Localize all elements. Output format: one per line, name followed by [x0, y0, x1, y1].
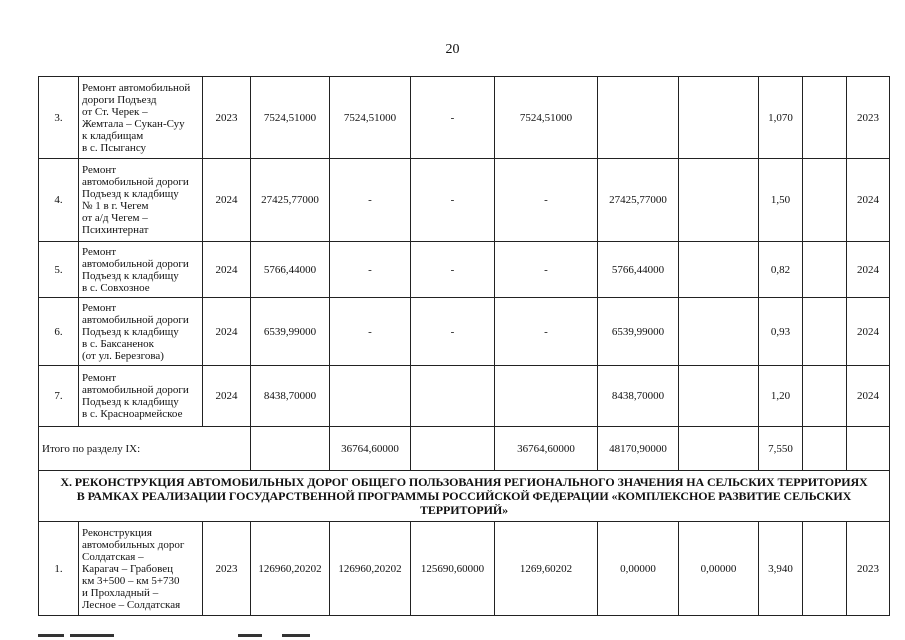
- description-line: в с. Совхозное: [82, 281, 150, 294]
- description-line: от Ст. Черек –: [82, 105, 148, 118]
- description-line: Подъезд к кладбищу: [82, 188, 179, 200]
- cell-length: 0,93: [759, 298, 803, 366]
- description-line: автомобильных дорог: [82, 538, 185, 551]
- cell-c8: [803, 159, 847, 242]
- cell-c4: 7524,51000: [495, 77, 598, 159]
- description-line: Подъезд к кладбищу: [82, 269, 179, 282]
- cell-c5: 8438,70000: [598, 366, 679, 427]
- description-line: автомобильной дороги: [82, 257, 189, 270]
- total-cell: [847, 427, 890, 471]
- description-line: Ремонт: [82, 245, 117, 258]
- cell-c6: [679, 159, 759, 242]
- section-ix-rows: [39, 77, 890, 427]
- total-length: 7,550: [759, 427, 803, 471]
- total-cell: 48170,90000: [598, 427, 679, 471]
- cell-year: 2024: [203, 159, 251, 242]
- cell-length: 1,50: [759, 159, 803, 242]
- description-line: Подъезд к кладбищу: [82, 396, 179, 408]
- description-line: и Прохладный –: [82, 586, 159, 599]
- cell-c2: 126960,20202: [330, 522, 411, 616]
- section-x-rows: [39, 522, 890, 616]
- total-cell: [679, 427, 759, 471]
- cell-length: 0,82: [759, 242, 803, 298]
- description-line: Солдатская –: [82, 550, 144, 563]
- cell-end-year: 2023: [847, 522, 890, 616]
- cell-num: 6.: [39, 298, 79, 366]
- cell-c2: 7524,51000: [330, 77, 411, 159]
- cell-year: 2023: [203, 522, 251, 616]
- total-cell: [803, 427, 847, 471]
- cell-c5: 27425,77000: [598, 159, 679, 242]
- cell-c8: [803, 77, 847, 159]
- section-x-line2: В РАМКАХ РЕАЛИЗАЦИИ ГОСУДАРСТВЕННОЙ ПРОГРАММЫ РОССИЙСКОЙ ФЕДЕРАЦИИ «КОМПЛЕКСНОЕ РАЗВИТИЕ СЕЛЬСКИХ ТЕРРИТОРИЙ»: [76, 489, 852, 517]
- work-description: [79, 298, 203, 366]
- cell-c8: [803, 366, 847, 427]
- cell-end-year: 2024: [847, 298, 890, 366]
- description-line: Подъезд к кладбищу: [82, 325, 179, 338]
- cell-c5: 5766,44000: [598, 242, 679, 298]
- table-row: [39, 522, 890, 616]
- cell-end-year: 2024: [847, 159, 890, 242]
- cell-end-year: 2023: [847, 77, 890, 159]
- cell-c4: 1269,60202: [495, 522, 598, 616]
- description-line: Ремонт автомобильной: [82, 81, 191, 94]
- work-description: [79, 522, 203, 616]
- cell-year: 2024: [203, 298, 251, 366]
- cell-c6: [679, 298, 759, 366]
- description-line: в с. Баксаненок: [82, 337, 154, 350]
- cell-c2: -: [330, 298, 411, 366]
- cell-total: 27425,77000: [251, 159, 330, 242]
- description-line: Лесное – Солдатская: [82, 598, 181, 611]
- cell-c6: [679, 366, 759, 427]
- description-line: в с. Красноармейское: [82, 408, 183, 420]
- cell-c4: [495, 366, 598, 427]
- cell-total: 126960,20202: [251, 522, 330, 616]
- description-line: (от ул. Березгова): [82, 349, 164, 362]
- cell-length: 1,070: [759, 77, 803, 159]
- description-line: автомобильной дороги: [82, 384, 189, 396]
- cell-c8: [803, 522, 847, 616]
- work-description: [79, 242, 203, 298]
- page-number: 20: [445, 42, 460, 57]
- cell-year: 2024: [203, 366, 251, 427]
- cell-end-year: 2024: [847, 366, 890, 427]
- table-row: [39, 298, 890, 366]
- work-description: [79, 159, 203, 242]
- cell-c3: -: [411, 77, 495, 159]
- cell-c4: -: [495, 242, 598, 298]
- description-line: от а/д Чегем –: [82, 212, 148, 224]
- road-works-table: [38, 76, 890, 616]
- cell-num: 4.: [39, 159, 79, 242]
- section-x-line1: X. РЕКОНСТРУКЦИЯ АВТОМОБИЛЬНЫХ ДОРОГ ОБЩЕГО ПОЛЬЗОВАНИЯ РЕГИОНАЛЬНОГО ЗНАЧЕНИЯ НА СЕЛЬСКИХ ТЕРРИТОРИЯХ: [60, 475, 868, 489]
- total-row: [39, 427, 890, 471]
- cell-c8: [803, 298, 847, 366]
- cell-num: 3.: [39, 77, 79, 159]
- cell-total: 6539,99000: [251, 298, 330, 366]
- total-label: Итого по разделу IX:: [39, 427, 251, 471]
- cell-c2: -: [330, 242, 411, 298]
- cell-total: 5766,44000: [251, 242, 330, 298]
- cut-off-text-marks: [38, 634, 338, 640]
- table-row: [39, 366, 890, 427]
- cell-c3: -: [411, 159, 495, 242]
- description-line: Реконструкция: [82, 526, 152, 539]
- cell-length: 1,20: [759, 366, 803, 427]
- cell-num: 5.: [39, 242, 79, 298]
- description-line: в с. Псыгансу: [82, 141, 147, 154]
- description-line: Ремонт: [82, 372, 117, 384]
- description-line: автомобильной дороги: [82, 176, 189, 188]
- description-line: Карагач – Грабовец: [82, 562, 173, 575]
- cell-c5: [598, 77, 679, 159]
- description-line: № 1 в г. Чегем: [82, 200, 149, 212]
- cell-c5: 6539,99000: [598, 298, 679, 366]
- cell-total: 8438,70000: [251, 366, 330, 427]
- table-row: [39, 159, 890, 242]
- description-line: км 3+500 – км 5+730: [82, 574, 180, 587]
- total-cell: 36764,60000: [330, 427, 411, 471]
- table-row: [39, 242, 890, 298]
- cell-c2: -: [330, 159, 411, 242]
- description-line: Ремонт: [82, 164, 117, 176]
- description-line: Жемтала – Сукан-Суу: [82, 117, 185, 130]
- cell-num: 7.: [39, 366, 79, 427]
- total-cell: [251, 427, 330, 471]
- cell-num: 1.: [39, 522, 79, 616]
- table-row: [39, 77, 890, 159]
- cell-total: 7524,51000: [251, 77, 330, 159]
- cell-c5: 0,00000: [598, 522, 679, 616]
- description-line: автомобильной дороги: [82, 313, 189, 326]
- cell-c3: [411, 366, 495, 427]
- cell-c4: -: [495, 298, 598, 366]
- cell-c3: -: [411, 298, 495, 366]
- cell-c6: [679, 242, 759, 298]
- cell-c3: -: [411, 242, 495, 298]
- cell-c6: 0,00000: [679, 522, 759, 616]
- total-cell: [411, 427, 495, 471]
- description-line: дороги Подъезд: [82, 93, 157, 106]
- work-description: [79, 366, 203, 427]
- cell-c6: [679, 77, 759, 159]
- description-line: к кладбищам: [82, 129, 144, 142]
- section-x-title: [39, 471, 890, 522]
- cell-c8: [803, 242, 847, 298]
- cell-c3: 125690,60000: [411, 522, 495, 616]
- cell-length: 3,940: [759, 522, 803, 616]
- cell-c2: [330, 366, 411, 427]
- cell-c4: -: [495, 159, 598, 242]
- cell-end-year: 2024: [847, 242, 890, 298]
- total-cell: 36764,60000: [495, 427, 598, 471]
- cell-year: 2023: [203, 77, 251, 159]
- description-line: Психинтернат: [82, 224, 149, 236]
- work-description: [79, 77, 203, 159]
- cell-year: 2024: [203, 242, 251, 298]
- description-line: Ремонт: [82, 301, 117, 314]
- section-header-row: [39, 471, 890, 522]
